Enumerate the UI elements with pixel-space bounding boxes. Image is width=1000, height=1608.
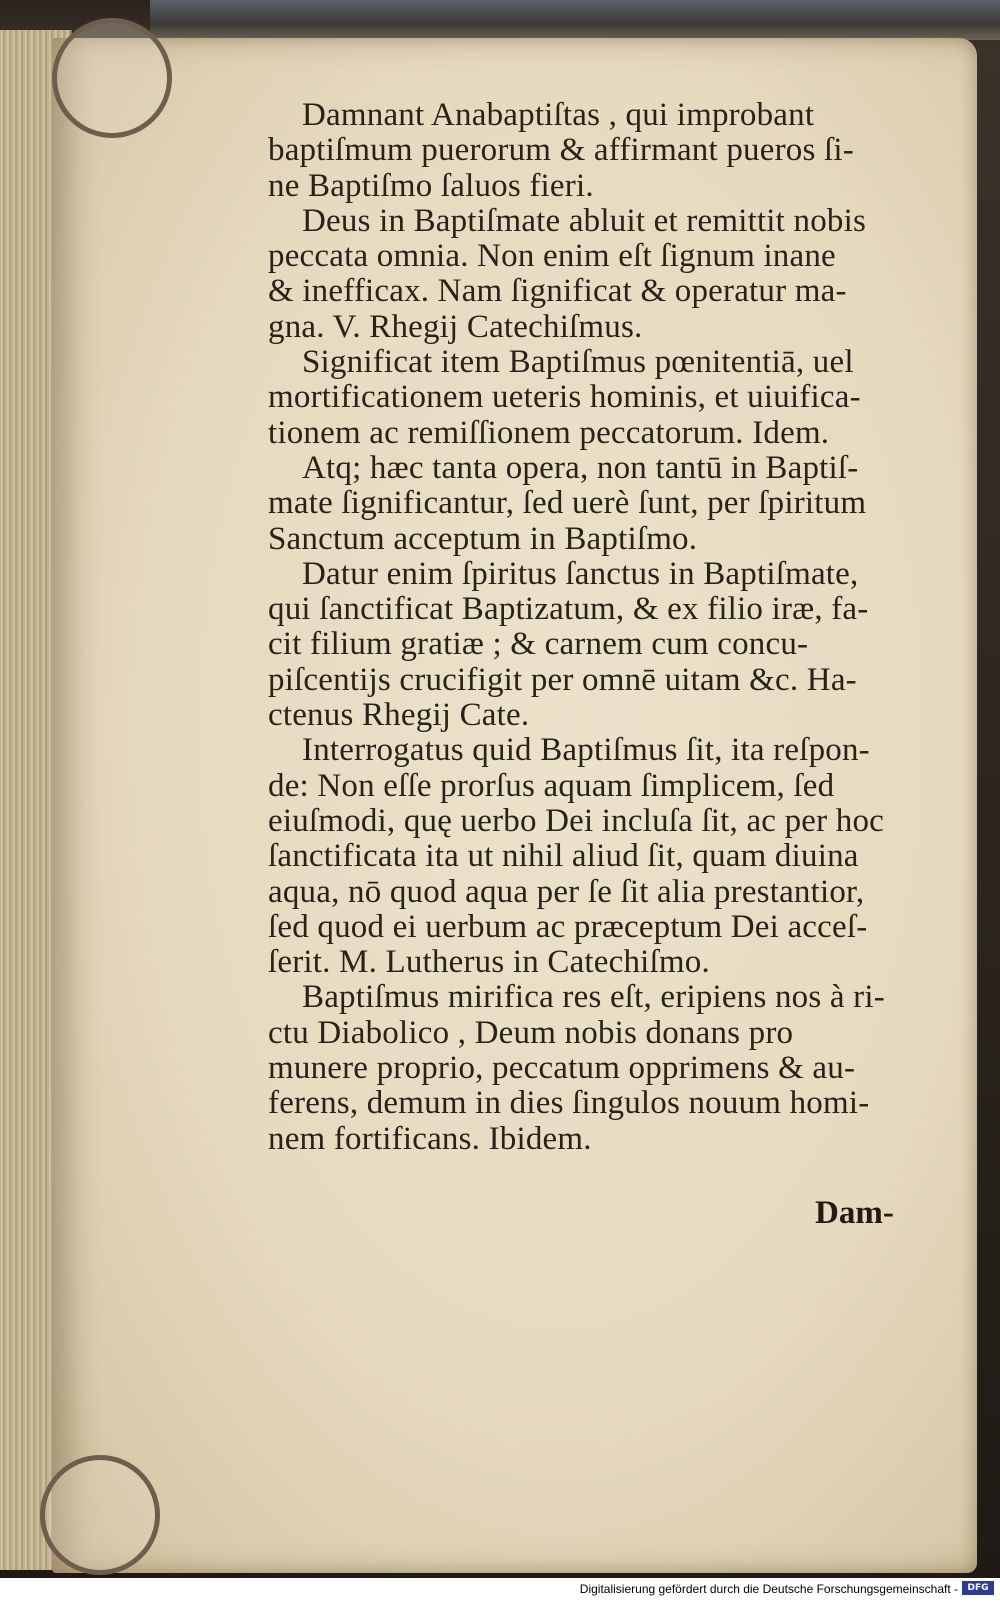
text-line: ctenus Rhegij Cate. (268, 698, 530, 734)
text-line: & inefficax. Nam ſignificat & operatur ma- (268, 274, 847, 310)
text-line: ſerit. M. Lutherus in Catechiſmo. (268, 945, 710, 981)
text-line: de: Non eſſe prorſus aquam ſimplicem, ſed (268, 768, 835, 804)
text-line: qui ſanctificat Baptizatum, & ex filio iræ, fa- (268, 592, 869, 628)
text-line: nem fortificans. Ibidem. (268, 1121, 592, 1157)
page-clamp-top (52, 18, 172, 138)
text-line: piſcentijs crucifigit per omnē uitam &c. Ha- (268, 662, 857, 698)
text-line: ctu Diabolico , Deum nobis donans pro (268, 1015, 794, 1051)
text-line: ſed quod ei uerbum ac præceptum Dei acceſ- (268, 909, 868, 945)
page-text-block (268, 98, 928, 1157)
text-line: eiuſmodi, quę uerbo Dei incluſa ſit, ac per hoc (268, 803, 885, 839)
text-line: ſanctificata ita ut nihil aliud ſit, quam diuina (268, 839, 859, 875)
digitization-credit: Digitalisierung gefördert durch die Deutsche Forschungsgemeinschaft - (579, 1582, 958, 1596)
catchword: Dam- (815, 1195, 894, 1231)
text-line: Damnant Anabaptiſtas , qui improbant (302, 98, 815, 133)
text-line: ferens, demum in dies ſingulos nouum homi- (268, 1086, 870, 1122)
text-line: mate ſignificantur, ſed uerè ſunt, per ſpiritum (268, 486, 867, 522)
text-line: Baptiſmus mirifica res eſt, eripiens nos à ri- (302, 980, 885, 1016)
text-line: Atq; hæc tanta opera, non tantū in Baptiſ- (302, 450, 859, 486)
text-line: Interrogatus quid Baptiſmus ſit, ita reſpon- (302, 733, 870, 769)
text-line: cit filium gratiæ ; & carnem cum concu- (268, 627, 809, 663)
text-line: baptiſmum puerorum & affirmant pueros ſi- (268, 133, 854, 169)
text-line: tionem ac remiſſionem peccatorum. Idem. (268, 415, 830, 451)
text-line: Significat item Baptiſmus pœnitentiā, uel (302, 345, 854, 381)
text-line: Datur enim ſpiritus ſanctus in Baptiſmate, (302, 556, 859, 592)
text-line: Sanctum acceptum in Baptiſmo. (268, 521, 698, 557)
text-line: aqua, nō quod aqua per ſe ſit alia prestantior, (268, 874, 865, 910)
page-clamp-bottom (40, 1455, 160, 1575)
dfg-logo-icon: DFG (962, 1581, 994, 1595)
text-line: ne Baptiſmo ſaluos fieri. (268, 168, 594, 204)
text-line: peccata omnia. Non enim eſt ſignum inane (268, 239, 836, 275)
text-line: Deus in Baptiſmate abluit et remittit nobis (302, 203, 867, 239)
text-line: munere proprio, peccatum opprimens & au- (268, 1051, 856, 1087)
text-line: gna. V. Rhegij Catechiſmus. (268, 309, 643, 345)
text-line: mortificationem ueteris hominis, et uiuifica- (268, 380, 861, 416)
scanner-top-strip (150, 0, 1000, 40)
